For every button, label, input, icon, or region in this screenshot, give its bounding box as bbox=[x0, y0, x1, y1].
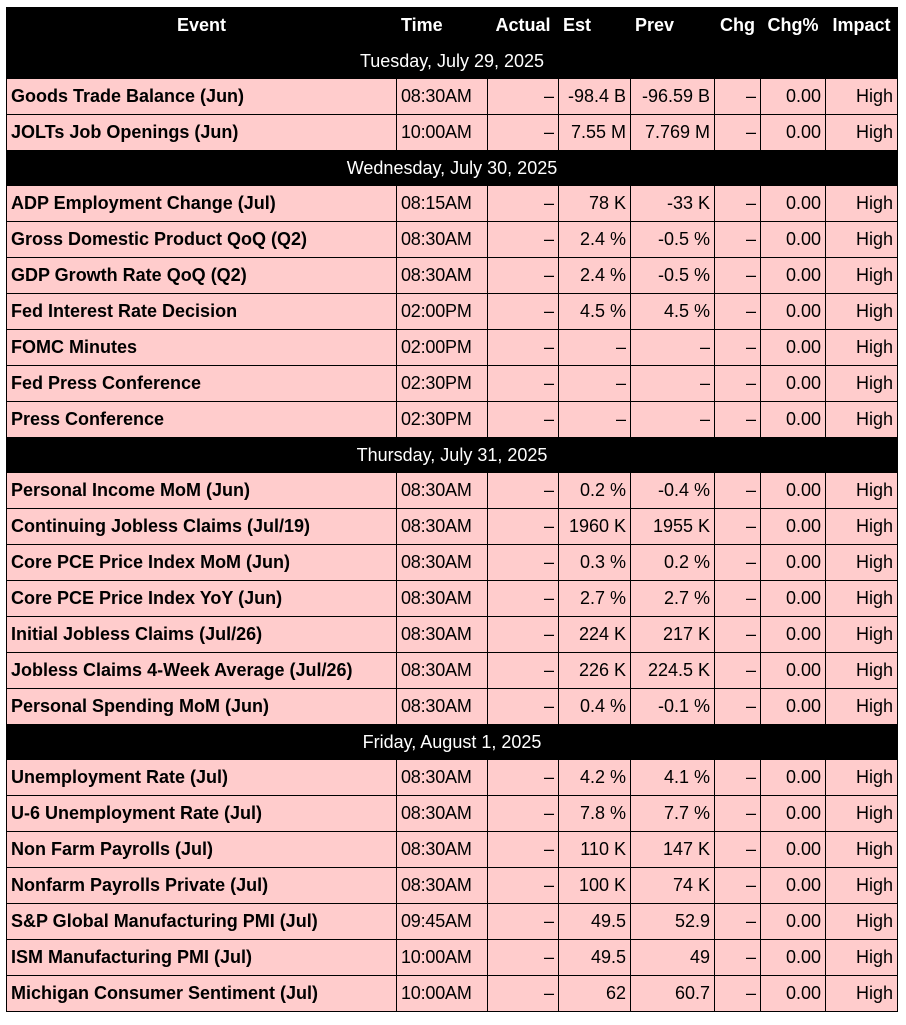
event-prev: 224.5 K bbox=[631, 653, 715, 689]
table-row[interactable] bbox=[7, 940, 898, 976]
event-name: Fed Press Conference bbox=[7, 366, 397, 402]
event-chg: – bbox=[715, 294, 761, 330]
event-name: Press Conference bbox=[7, 402, 397, 438]
event-prev: 4.5 % bbox=[631, 294, 715, 330]
event-prev: 60.7 bbox=[631, 976, 715, 1012]
event-time: 09:45AM bbox=[397, 904, 488, 940]
event-impact: High bbox=[826, 545, 898, 581]
event-actual: – bbox=[488, 294, 559, 330]
event-chg-pct: 0.00 bbox=[761, 904, 826, 940]
event-chg: – bbox=[715, 904, 761, 940]
event-est: 7.8 % bbox=[559, 796, 631, 832]
header-row bbox=[7, 8, 898, 44]
event-chg: – bbox=[715, 186, 761, 222]
economic-calendar-table bbox=[6, 7, 898, 1012]
event-est: 7.55 M bbox=[559, 115, 631, 151]
table-row[interactable] bbox=[7, 79, 898, 115]
event-time: 02:00PM bbox=[397, 330, 488, 366]
event-chg: – bbox=[715, 796, 761, 832]
event-name: S&P Global Manufacturing PMI (Jul) bbox=[7, 904, 397, 940]
event-name: JOLTs Job Openings (Jun) bbox=[7, 115, 397, 151]
event-impact: High bbox=[826, 222, 898, 258]
event-impact: High bbox=[826, 581, 898, 617]
event-chg: – bbox=[715, 581, 761, 617]
event-chg-pct: 0.00 bbox=[761, 258, 826, 294]
event-name: Fed Interest Rate Decision bbox=[7, 294, 397, 330]
event-prev: 0.2 % bbox=[631, 545, 715, 581]
event-actual: – bbox=[488, 760, 559, 796]
event-name: Michigan Consumer Sentiment (Jul) bbox=[7, 976, 397, 1012]
event-name: ADP Employment Change (Jul) bbox=[7, 186, 397, 222]
event-chg: – bbox=[715, 402, 761, 438]
table-row[interactable] bbox=[7, 258, 898, 294]
event-impact: High bbox=[826, 868, 898, 904]
table-row[interactable] bbox=[7, 545, 898, 581]
table-row[interactable] bbox=[7, 904, 898, 940]
header-time[interactable]: Time bbox=[397, 8, 488, 44]
event-chg-pct: 0.00 bbox=[761, 402, 826, 438]
event-chg-pct: 0.00 bbox=[761, 832, 826, 868]
event-actual: – bbox=[488, 976, 559, 1012]
event-actual: – bbox=[488, 115, 559, 151]
event-est: -98.4 B bbox=[559, 79, 631, 115]
event-impact: High bbox=[826, 832, 898, 868]
event-actual: – bbox=[488, 617, 559, 653]
event-impact: High bbox=[826, 760, 898, 796]
event-chg-pct: 0.00 bbox=[761, 79, 826, 115]
event-time: 08:30AM bbox=[397, 617, 488, 653]
header-chg[interactable]: Chg bbox=[715, 8, 761, 44]
event-impact: High bbox=[826, 186, 898, 222]
event-prev: -0.5 % bbox=[631, 258, 715, 294]
event-time: 08:30AM bbox=[397, 258, 488, 294]
date-group-row bbox=[7, 438, 898, 473]
event-chg: – bbox=[715, 760, 761, 796]
event-chg: – bbox=[715, 832, 761, 868]
event-name: Personal Spending MoM (Jun) bbox=[7, 689, 397, 725]
event-prev: 2.7 % bbox=[631, 581, 715, 617]
event-actual: – bbox=[488, 653, 559, 689]
table-header bbox=[7, 8, 898, 44]
event-impact: High bbox=[826, 904, 898, 940]
event-prev: -96.59 B bbox=[631, 79, 715, 115]
event-impact: High bbox=[826, 473, 898, 509]
event-chg: – bbox=[715, 509, 761, 545]
event-chg: – bbox=[715, 617, 761, 653]
event-prev: 4.1 % bbox=[631, 760, 715, 796]
event-time: 10:00AM bbox=[397, 115, 488, 151]
event-actual: – bbox=[488, 832, 559, 868]
event-time: 08:15AM bbox=[397, 186, 488, 222]
header-impact[interactable]: Impact bbox=[826, 8, 898, 44]
date-group-label: Wednesday, July 30, 2025 bbox=[7, 151, 898, 186]
event-actual: – bbox=[488, 509, 559, 545]
event-time: 10:00AM bbox=[397, 976, 488, 1012]
event-time: 08:30AM bbox=[397, 473, 488, 509]
event-name: Goods Trade Balance (Jun) bbox=[7, 79, 397, 115]
table-row[interactable] bbox=[7, 330, 898, 366]
event-chg-pct: 0.00 bbox=[761, 366, 826, 402]
table-body bbox=[7, 44, 898, 1012]
event-impact: High bbox=[826, 617, 898, 653]
event-time: 08:30AM bbox=[397, 832, 488, 868]
event-chg-pct: 0.00 bbox=[761, 330, 826, 366]
event-est: 0.3 % bbox=[559, 545, 631, 581]
date-group-row bbox=[7, 725, 898, 760]
event-est: 0.2 % bbox=[559, 473, 631, 509]
event-chg-pct: 0.00 bbox=[761, 617, 826, 653]
table-row[interactable] bbox=[7, 832, 898, 868]
table-row[interactable] bbox=[7, 294, 898, 330]
event-name: U-6 Unemployment Rate (Jul) bbox=[7, 796, 397, 832]
event-chg: – bbox=[715, 976, 761, 1012]
event-est: 0.4 % bbox=[559, 689, 631, 725]
event-time: 02:30PM bbox=[397, 402, 488, 438]
event-est: 4.5 % bbox=[559, 294, 631, 330]
table-row[interactable] bbox=[7, 509, 898, 545]
event-name: GDP Growth Rate QoQ (Q2) bbox=[7, 258, 397, 294]
event-est: 49.5 bbox=[559, 940, 631, 976]
event-actual: – bbox=[488, 258, 559, 294]
event-est: 2.7 % bbox=[559, 581, 631, 617]
event-name: FOMC Minutes bbox=[7, 330, 397, 366]
event-est: 226 K bbox=[559, 653, 631, 689]
event-actual: – bbox=[488, 330, 559, 366]
event-impact: High bbox=[826, 976, 898, 1012]
event-chg-pct: 0.00 bbox=[761, 581, 826, 617]
event-chg: – bbox=[715, 258, 761, 294]
event-name: Nonfarm Payrolls Private (Jul) bbox=[7, 868, 397, 904]
event-time: 08:30AM bbox=[397, 868, 488, 904]
table-row[interactable] bbox=[7, 473, 898, 509]
event-name: Personal Income MoM (Jun) bbox=[7, 473, 397, 509]
table-row[interactable] bbox=[7, 115, 898, 151]
event-chg: – bbox=[715, 366, 761, 402]
event-prev: 217 K bbox=[631, 617, 715, 653]
event-est: 78 K bbox=[559, 186, 631, 222]
event-est: 110 K bbox=[559, 832, 631, 868]
event-impact: High bbox=[826, 689, 898, 725]
event-actual: – bbox=[488, 366, 559, 402]
event-chg: – bbox=[715, 940, 761, 976]
event-chg-pct: 0.00 bbox=[761, 545, 826, 581]
event-chg: – bbox=[715, 330, 761, 366]
event-name: Core PCE Price Index YoY (Jun) bbox=[7, 581, 397, 617]
event-impact: High bbox=[826, 366, 898, 402]
event-chg: – bbox=[715, 653, 761, 689]
event-actual: – bbox=[488, 796, 559, 832]
table-row[interactable] bbox=[7, 617, 898, 653]
header-prev[interactable]: Prev bbox=[631, 8, 715, 44]
event-chg: – bbox=[715, 473, 761, 509]
event-chg-pct: 0.00 bbox=[761, 222, 826, 258]
header-actual[interactable]: Actual bbox=[488, 8, 559, 44]
table-row[interactable] bbox=[7, 868, 898, 904]
event-actual: – bbox=[488, 689, 559, 725]
event-time: 08:30AM bbox=[397, 79, 488, 115]
event-name: Unemployment Rate (Jul) bbox=[7, 760, 397, 796]
event-est: 62 bbox=[559, 976, 631, 1012]
event-name: Initial Jobless Claims (Jul/26) bbox=[7, 617, 397, 653]
event-chg-pct: 0.00 bbox=[761, 689, 826, 725]
date-group-label: Tuesday, July 29, 2025 bbox=[7, 44, 898, 79]
event-time: 02:30PM bbox=[397, 366, 488, 402]
event-time: 08:30AM bbox=[397, 689, 488, 725]
header-event[interactable]: Event bbox=[7, 8, 397, 44]
event-est: 2.4 % bbox=[559, 258, 631, 294]
event-prev: 74 K bbox=[631, 868, 715, 904]
table-row[interactable] bbox=[7, 796, 898, 832]
event-name: Core PCE Price Index MoM (Jun) bbox=[7, 545, 397, 581]
event-time: 08:30AM bbox=[397, 581, 488, 617]
event-chg-pct: 0.00 bbox=[761, 653, 826, 689]
event-chg-pct: 0.00 bbox=[761, 940, 826, 976]
event-impact: High bbox=[826, 79, 898, 115]
table-row[interactable] bbox=[7, 653, 898, 689]
table-row[interactable] bbox=[7, 581, 898, 617]
event-impact: High bbox=[826, 940, 898, 976]
date-group-row bbox=[7, 44, 898, 79]
event-chg: – bbox=[715, 868, 761, 904]
event-time: 08:30AM bbox=[397, 796, 488, 832]
event-time: 10:00AM bbox=[397, 940, 488, 976]
event-est: – bbox=[559, 402, 631, 438]
event-chg-pct: 0.00 bbox=[761, 868, 826, 904]
event-chg-pct: 0.00 bbox=[761, 796, 826, 832]
event-actual: – bbox=[488, 222, 559, 258]
event-time: 08:30AM bbox=[397, 760, 488, 796]
event-prev: 1955 K bbox=[631, 509, 715, 545]
event-chg-pct: 0.00 bbox=[761, 186, 826, 222]
event-time: 02:00PM bbox=[397, 294, 488, 330]
event-est: 4.2 % bbox=[559, 760, 631, 796]
table-row[interactable] bbox=[7, 689, 898, 725]
event-name: ISM Manufacturing PMI (Jul) bbox=[7, 940, 397, 976]
event-prev: -33 K bbox=[631, 186, 715, 222]
event-est: 49.5 bbox=[559, 904, 631, 940]
event-chg-pct: 0.00 bbox=[761, 294, 826, 330]
event-chg-pct: 0.00 bbox=[761, 115, 826, 151]
event-chg: – bbox=[715, 79, 761, 115]
header-chg-pct[interactable]: Chg% bbox=[761, 8, 826, 44]
table-row[interactable] bbox=[7, 222, 898, 258]
event-est: 100 K bbox=[559, 868, 631, 904]
event-prev: 52.9 bbox=[631, 904, 715, 940]
event-chg: – bbox=[715, 115, 761, 151]
event-chg-pct: 0.00 bbox=[761, 976, 826, 1012]
event-actual: – bbox=[488, 904, 559, 940]
event-chg: – bbox=[715, 222, 761, 258]
event-prev: -0.4 % bbox=[631, 473, 715, 509]
event-impact: High bbox=[826, 115, 898, 151]
event-impact: High bbox=[826, 796, 898, 832]
event-prev: – bbox=[631, 402, 715, 438]
event-chg: – bbox=[715, 545, 761, 581]
table-row[interactable] bbox=[7, 976, 898, 1012]
event-prev: 7.769 M bbox=[631, 115, 715, 151]
event-actual: – bbox=[488, 79, 559, 115]
date-group-row bbox=[7, 151, 898, 186]
event-name: Non Farm Payrolls (Jul) bbox=[7, 832, 397, 868]
event-impact: High bbox=[826, 402, 898, 438]
event-est: 1960 K bbox=[559, 509, 631, 545]
event-time: 08:30AM bbox=[397, 222, 488, 258]
event-impact: High bbox=[826, 258, 898, 294]
event-time: 08:30AM bbox=[397, 509, 488, 545]
event-prev: – bbox=[631, 330, 715, 366]
event-actual: – bbox=[488, 545, 559, 581]
table-row[interactable] bbox=[7, 760, 898, 796]
event-actual: – bbox=[488, 402, 559, 438]
event-name: Gross Domestic Product QoQ (Q2) bbox=[7, 222, 397, 258]
event-actual: – bbox=[488, 186, 559, 222]
event-est: 224 K bbox=[559, 617, 631, 653]
event-prev: 147 K bbox=[631, 832, 715, 868]
event-impact: High bbox=[826, 509, 898, 545]
header-est[interactable]: Est bbox=[559, 8, 631, 44]
event-prev: – bbox=[631, 366, 715, 402]
event-time: 08:30AM bbox=[397, 545, 488, 581]
event-prev: -0.1 % bbox=[631, 689, 715, 725]
event-actual: – bbox=[488, 581, 559, 617]
event-name: Continuing Jobless Claims (Jul/19) bbox=[7, 509, 397, 545]
event-prev: -0.5 % bbox=[631, 222, 715, 258]
event-actual: – bbox=[488, 868, 559, 904]
event-chg-pct: 0.00 bbox=[761, 760, 826, 796]
event-actual: – bbox=[488, 940, 559, 976]
event-est: – bbox=[559, 366, 631, 402]
table-row[interactable] bbox=[7, 402, 898, 438]
event-chg-pct: 0.00 bbox=[761, 509, 826, 545]
event-impact: High bbox=[826, 653, 898, 689]
event-time: 08:30AM bbox=[397, 653, 488, 689]
event-est: – bbox=[559, 330, 631, 366]
date-group-label: Friday, August 1, 2025 bbox=[7, 725, 898, 760]
event-prev: 49 bbox=[631, 940, 715, 976]
table-row[interactable] bbox=[7, 366, 898, 402]
table-row[interactable] bbox=[7, 186, 898, 222]
event-est: 2.4 % bbox=[559, 222, 631, 258]
event-prev: 7.7 % bbox=[631, 796, 715, 832]
event-impact: High bbox=[826, 294, 898, 330]
event-impact: High bbox=[826, 330, 898, 366]
event-chg: – bbox=[715, 689, 761, 725]
event-name: Jobless Claims 4-Week Average (Jul/26) bbox=[7, 653, 397, 689]
date-group-label: Thursday, July 31, 2025 bbox=[7, 438, 898, 473]
event-actual: – bbox=[488, 473, 559, 509]
event-chg-pct: 0.00 bbox=[761, 473, 826, 509]
